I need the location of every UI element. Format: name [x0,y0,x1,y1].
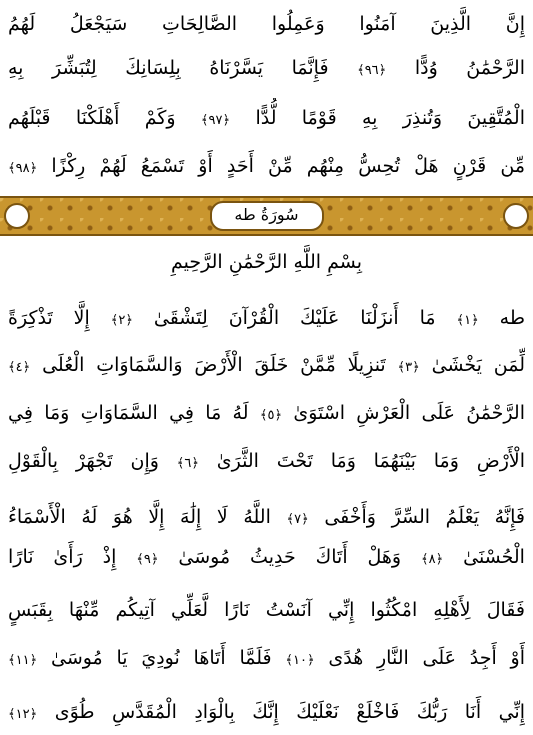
ayah-number-marker: ﴿٩﴾ [136,552,159,567]
verse-text: فَلَمَّا أَتَاهَا نُودِيَ يَا مُوسَىٰ [50,647,272,669]
quran-line-7 [8,393,525,433]
ornament-medallion-icon [503,203,529,229]
ayah-number-marker: ﴿١٠﴾ [285,653,315,668]
ayah-number-marker: ﴿٣﴾ [397,360,420,375]
ayah-number-marker: ﴿١١﴾ [8,653,38,668]
verse-text: اللَّهُ لَا إِلَٰهَ إِلَّا هُوَ لَهُ الْأَسْمَاءُ [8,506,271,528]
quran-line-11 [8,590,525,630]
ayah-number-marker: ﴿١٢﴾ [8,707,38,722]
quran-line-1 [8,4,525,44]
quran-line-8 [8,441,525,481]
verse-text: فَقَالَ لِأَهْلِهِ امْكُثُوا إِنِّي آنَسْتُ نَارًا لَّعَلِّي آتِيكُم مِّنْهَا بِقَبَسٍ [8,599,525,621]
verse-text: إِنَّ الَّذِينَ آمَنُوا وَعَمِلُوا الصَّالِحَاتِ سَيَجْعَلُ لَهُمُ [8,13,525,35]
verse-text: وَكَمْ أَهْلَكْنَا قَبْلَهُم [8,107,176,129]
quran-line-10 [8,537,525,577]
ayah-number-marker: ﴿٨﴾ [420,552,444,567]
verse-text: إِنِّي أَنَا رَبُّكَ فَاخْلَعْ نَعْلَيْكَ إِنَّكَ بِالْوَادِ الْمُقَدَّسِ طُوًى [54,701,525,723]
quran-line-13 [8,692,525,732]
quran-line-3 [8,98,525,138]
quran-line-6 [8,345,525,385]
ayah-number: ٢ [118,313,126,328]
verse-text: فَإِنَّمَا يَسَّرْنَاهُ بِلِسَانِكَ لِتُبَشِّرَ بِهِ [8,57,329,79]
ayah-number-marker: ﴿٩٨﴾ [8,161,38,176]
quran-line-4 [8,146,525,186]
verse-text: مِّن قَرْنٍ هَلْ تُحِسُّ مِنْهُم مِّنْ أَحَدٍ أَوْ تَسْمَعُ لَهُمْ رِكْزًا [51,155,525,177]
ayah-number: ٩ [143,552,151,567]
verse-text: أَوْ أَجِدُ عَلَى النَّارِ هُدًى [328,647,525,669]
surah-title: سُورَةُ طه [234,205,299,224]
ayah-number: ٧ [294,512,302,527]
verse-text: الْأَرْضِ وَمَا بَيْنَهُمَا وَمَا تَحْتَ الثَّرَىٰ [216,450,525,472]
ayah-number-marker: ﴿١﴾ [456,313,479,328]
ayah-number: ٣ [405,360,413,375]
ayah-number-marker: ﴿٥﴾ [259,408,283,423]
ayah-number-marker: ﴿٤﴾ [8,360,31,375]
verse-text: الْحُسْنَىٰ [463,546,525,568]
quran-line-2 [8,48,525,88]
surah-title-cartouche [210,201,324,231]
ayah-number-marker: ﴿٦﴾ [176,456,199,471]
verse-text: طه [499,307,525,329]
verse-text: وَإِن تَجْهَرْ بِالْقَوْلِ [8,450,159,472]
ayah-number: ٩٨ [15,161,30,176]
ayah-number-marker: ﴿٧﴾ [286,512,309,527]
ayah-number: ١١ [15,653,30,668]
verse-text: تَنزِيلًا مِّمَّنْ خَلَقَ الْأَرْضَ وَالسَّمَاوَاتِ الْعُلَى [42,354,386,376]
ayah-number: ٦ [184,456,192,471]
ayah-number: ١٠ [293,653,307,668]
basmala: بِسْمِ اللَّهِ الرَّحْمَٰنِ الرَّحِيمِ [171,251,362,273]
verse-text: وَهَلْ أَتَاكَ حَدِيثُ مُوسَىٰ [178,546,402,568]
verse-text: لَهُ مَا فِي السَّمَاوَاتِ وَمَا فِي [8,402,249,424]
ayah-number: ٨ [428,552,436,567]
quran-line-5 [8,298,525,338]
verse-text: الْمُتَّقِينَ وَتُنذِرَ بِهِ قَوْمًا لُّدًّا [255,107,525,129]
verse-text: فَإِنَّهُ يَعْلَمُ السِّرَّ وَأَخْفَى [324,506,525,528]
ayah-number-marker: ﴿٩٧﴾ [200,113,231,128]
verse-text: الرَّحْمَٰنُ عَلَى الْعَرْشِ اسْتَوَىٰ [293,402,525,424]
ayah-number-marker: ﴿٢﴾ [110,313,133,328]
quran-line-9 [8,497,525,537]
verse-text: لِّمَن يَخْشَىٰ [431,354,525,376]
ayah-number-marker: ﴿٩٦﴾ [357,63,387,78]
verse-text: الرَّحْمَٰنُ وُدًّا [414,57,525,79]
ayah-number: ٩٧ [208,113,223,128]
ayah-number: ١ [464,313,472,328]
ayah-number: ٩٦ [364,63,379,78]
ayah-number: ١٢ [15,707,30,722]
verse-text: إِذْ رَأَىٰ نَارًا [8,546,117,568]
verse-text: إِلَّا تَذْكِرَةً [8,307,90,329]
verse-text: مَا أَنزَلْنَا عَلَيْكَ الْقُرْآنَ لِتَشْقَىٰ [153,307,436,329]
ayah-number: ٤ [15,360,23,375]
quran-line-12 [8,638,525,678]
ayah-number: ٥ [267,408,275,423]
ornament-medallion-icon [4,203,30,229]
surah-header-banner [0,196,533,236]
